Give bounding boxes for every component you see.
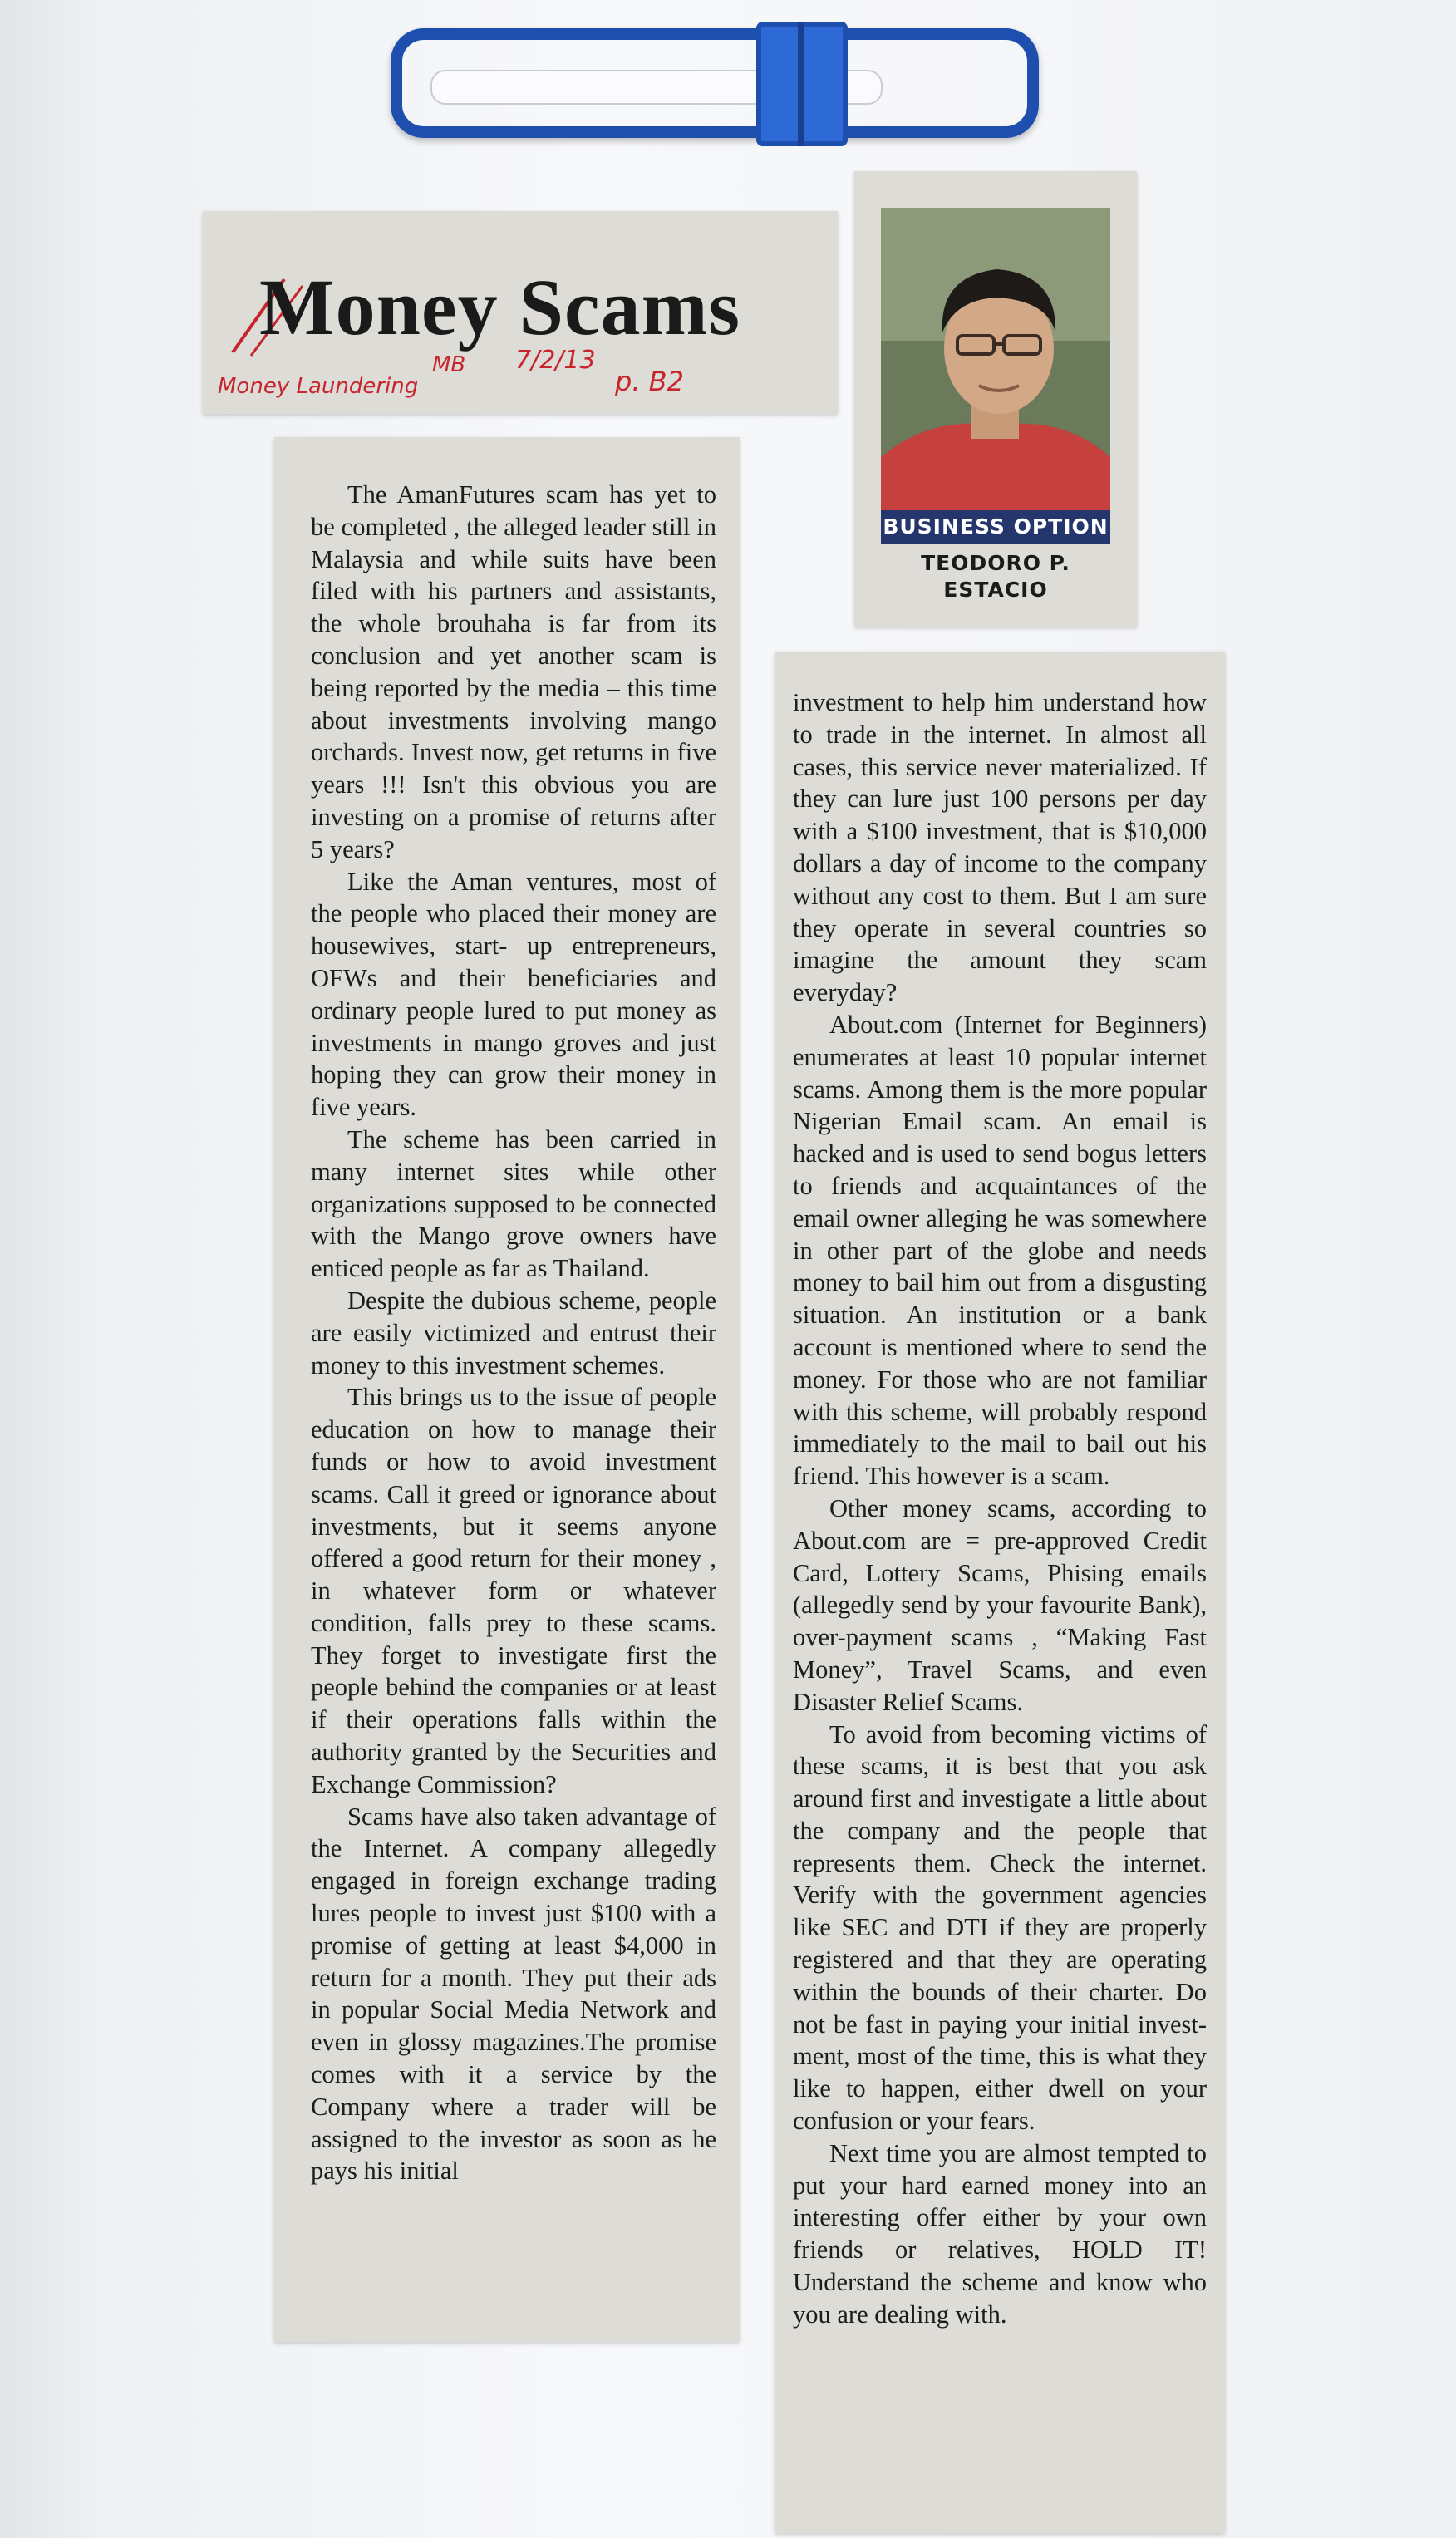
columnist-clipping: [854, 171, 1137, 627]
paragraph: Despite the dubious scheme, people are easily victimized and entrust their money to this investment schemes.: [311, 1286, 716, 1380]
author-name-line2: ESTACIO: [943, 578, 1048, 602]
column-label: BUSINESS OPTION: [881, 510, 1110, 544]
author-name-line1: TEODORO P.: [921, 551, 1070, 575]
author-photo: [881, 208, 1110, 514]
headline-clipping: [203, 211, 838, 414]
paragraph: Like the Aman ventures, most of the people who placed their money are housewives, start- up entrepreneurs, OFWs and their beneficiaries and ordinary people lured to put money as investments in mango groves and just hoping they can grow their money in five years.: [311, 867, 716, 1122]
article-column-1: [274, 437, 740, 2342]
binder-clip: [391, 22, 1039, 146]
paragraph: Next time you are almost tempted to put your hard earned money into an interesting offer either by your own friends or relatives, HOLD IT! Understand the scheme and know who you are dealing with.: [793, 2138, 1207, 2329]
paragraph: investment to help him understand how to trade in the internet. In almost all cases, this service never materialized. If they can lure just 100 persons per day with a $100 investment, that is $10,000 dollars a day of income to the company without any cost to them. But I am sure they operate in several countries so imagine the amount they scam everyday?: [793, 688, 1207, 1007]
paragraph: Scams have also taken advantage of the Internet. A company allegedly engaged in foreign exchange trading lures people to invest just $100 with a promise of getting at least $4,000 in return for a month. They put their ads in popular Social Media Network and even in glossy magazines.The promise comes with it a service by the Company where a trader will be assigned to the investor as soon as he pays his initial: [311, 1802, 716, 2186]
paragraph: This brings us to the issue of people education on how to manage their funds or how to avoid investment scams. Call it greed or ignorance about investments, but it seems anyone offered a good return for their money , in whatever form or whatever condition, falls prey to these scams. They forget to investigate first the people behind the companies or at least if their operations falls within the authority granted by the Securities and Exchange Commission?: [311, 1383, 716, 1798]
paragraph: Other money scams, according to About.com are = pre-approved Credit Card, Lottery Scams, Phising emails (allegedly send by your favourite Bank), over-payment scams , “Making Fast Money”, Travel Scams, and even Disaster Relief Scams.: [793, 1493, 1207, 1716]
paragraph: The AmanFutures scam has yet to be completed , the alleged leader still in Malaysia and while suits have been filed with his partners and assistants, the whole brouhaha is far from its conclusion and yet another scam is being reported by the media – this time about investments involving mango orchards. Invest now, get returns in five years !!! Isn't this obvious you are investing on a promise of returns after 5 years?: [311, 480, 716, 863]
article-column-2-text: [793, 686, 1207, 2331]
paragraph: To avoid from becoming victims of these scams, it is best that you ask around first and investigate a little about the company and the people that represents them. Check the internet. Verify with the government agencies like SEC and DTI if they are properly registered and that they are operating within the bounds of their charter. Do not be fast in paying your initial investment, most of the time, this is what they like to happen, either dwell on your confusion or your fears.: [793, 1719, 1207, 2136]
paragraph: The scheme has been carried in many internet sites while other organizations supposed to be connected with the Mango grove owners have enticed people as far as Thailand.: [311, 1124, 716, 1283]
binder-clip-slider: [756, 22, 848, 146]
author-portrait-icon: [881, 208, 1110, 514]
article-column-2: [775, 652, 1225, 2533]
article-column-1-text: [311, 479, 716, 2187]
page-margin-shadow: [0, 0, 100, 2538]
handwritten-date: 7/2/13: [515, 346, 596, 375]
handwritten-topic: Money Laundering: [218, 374, 419, 399]
handwritten-publication: MB: [432, 352, 466, 377]
headline: Money Scams: [259, 263, 740, 352]
paragraph: About.com (Internet for Beginners) enumerates at least 10 popular internet scams. Among them is the more popular Nigerian Email scam. An email is hacked and is used to send bogus letters to friends and acquaintances of the email owner alleging he was somewhere in other part of the globe and needs money to bail him out from a disgusting situation. An institution or a bank account is mentioned where to send the money. For those who are not familiar with this scheme, will probably respond immediately to the mail to bail out his friend. This however is a scam.: [793, 1010, 1207, 1491]
author-name: [881, 550, 1110, 603]
handwritten-page: p. B2: [615, 366, 684, 397]
